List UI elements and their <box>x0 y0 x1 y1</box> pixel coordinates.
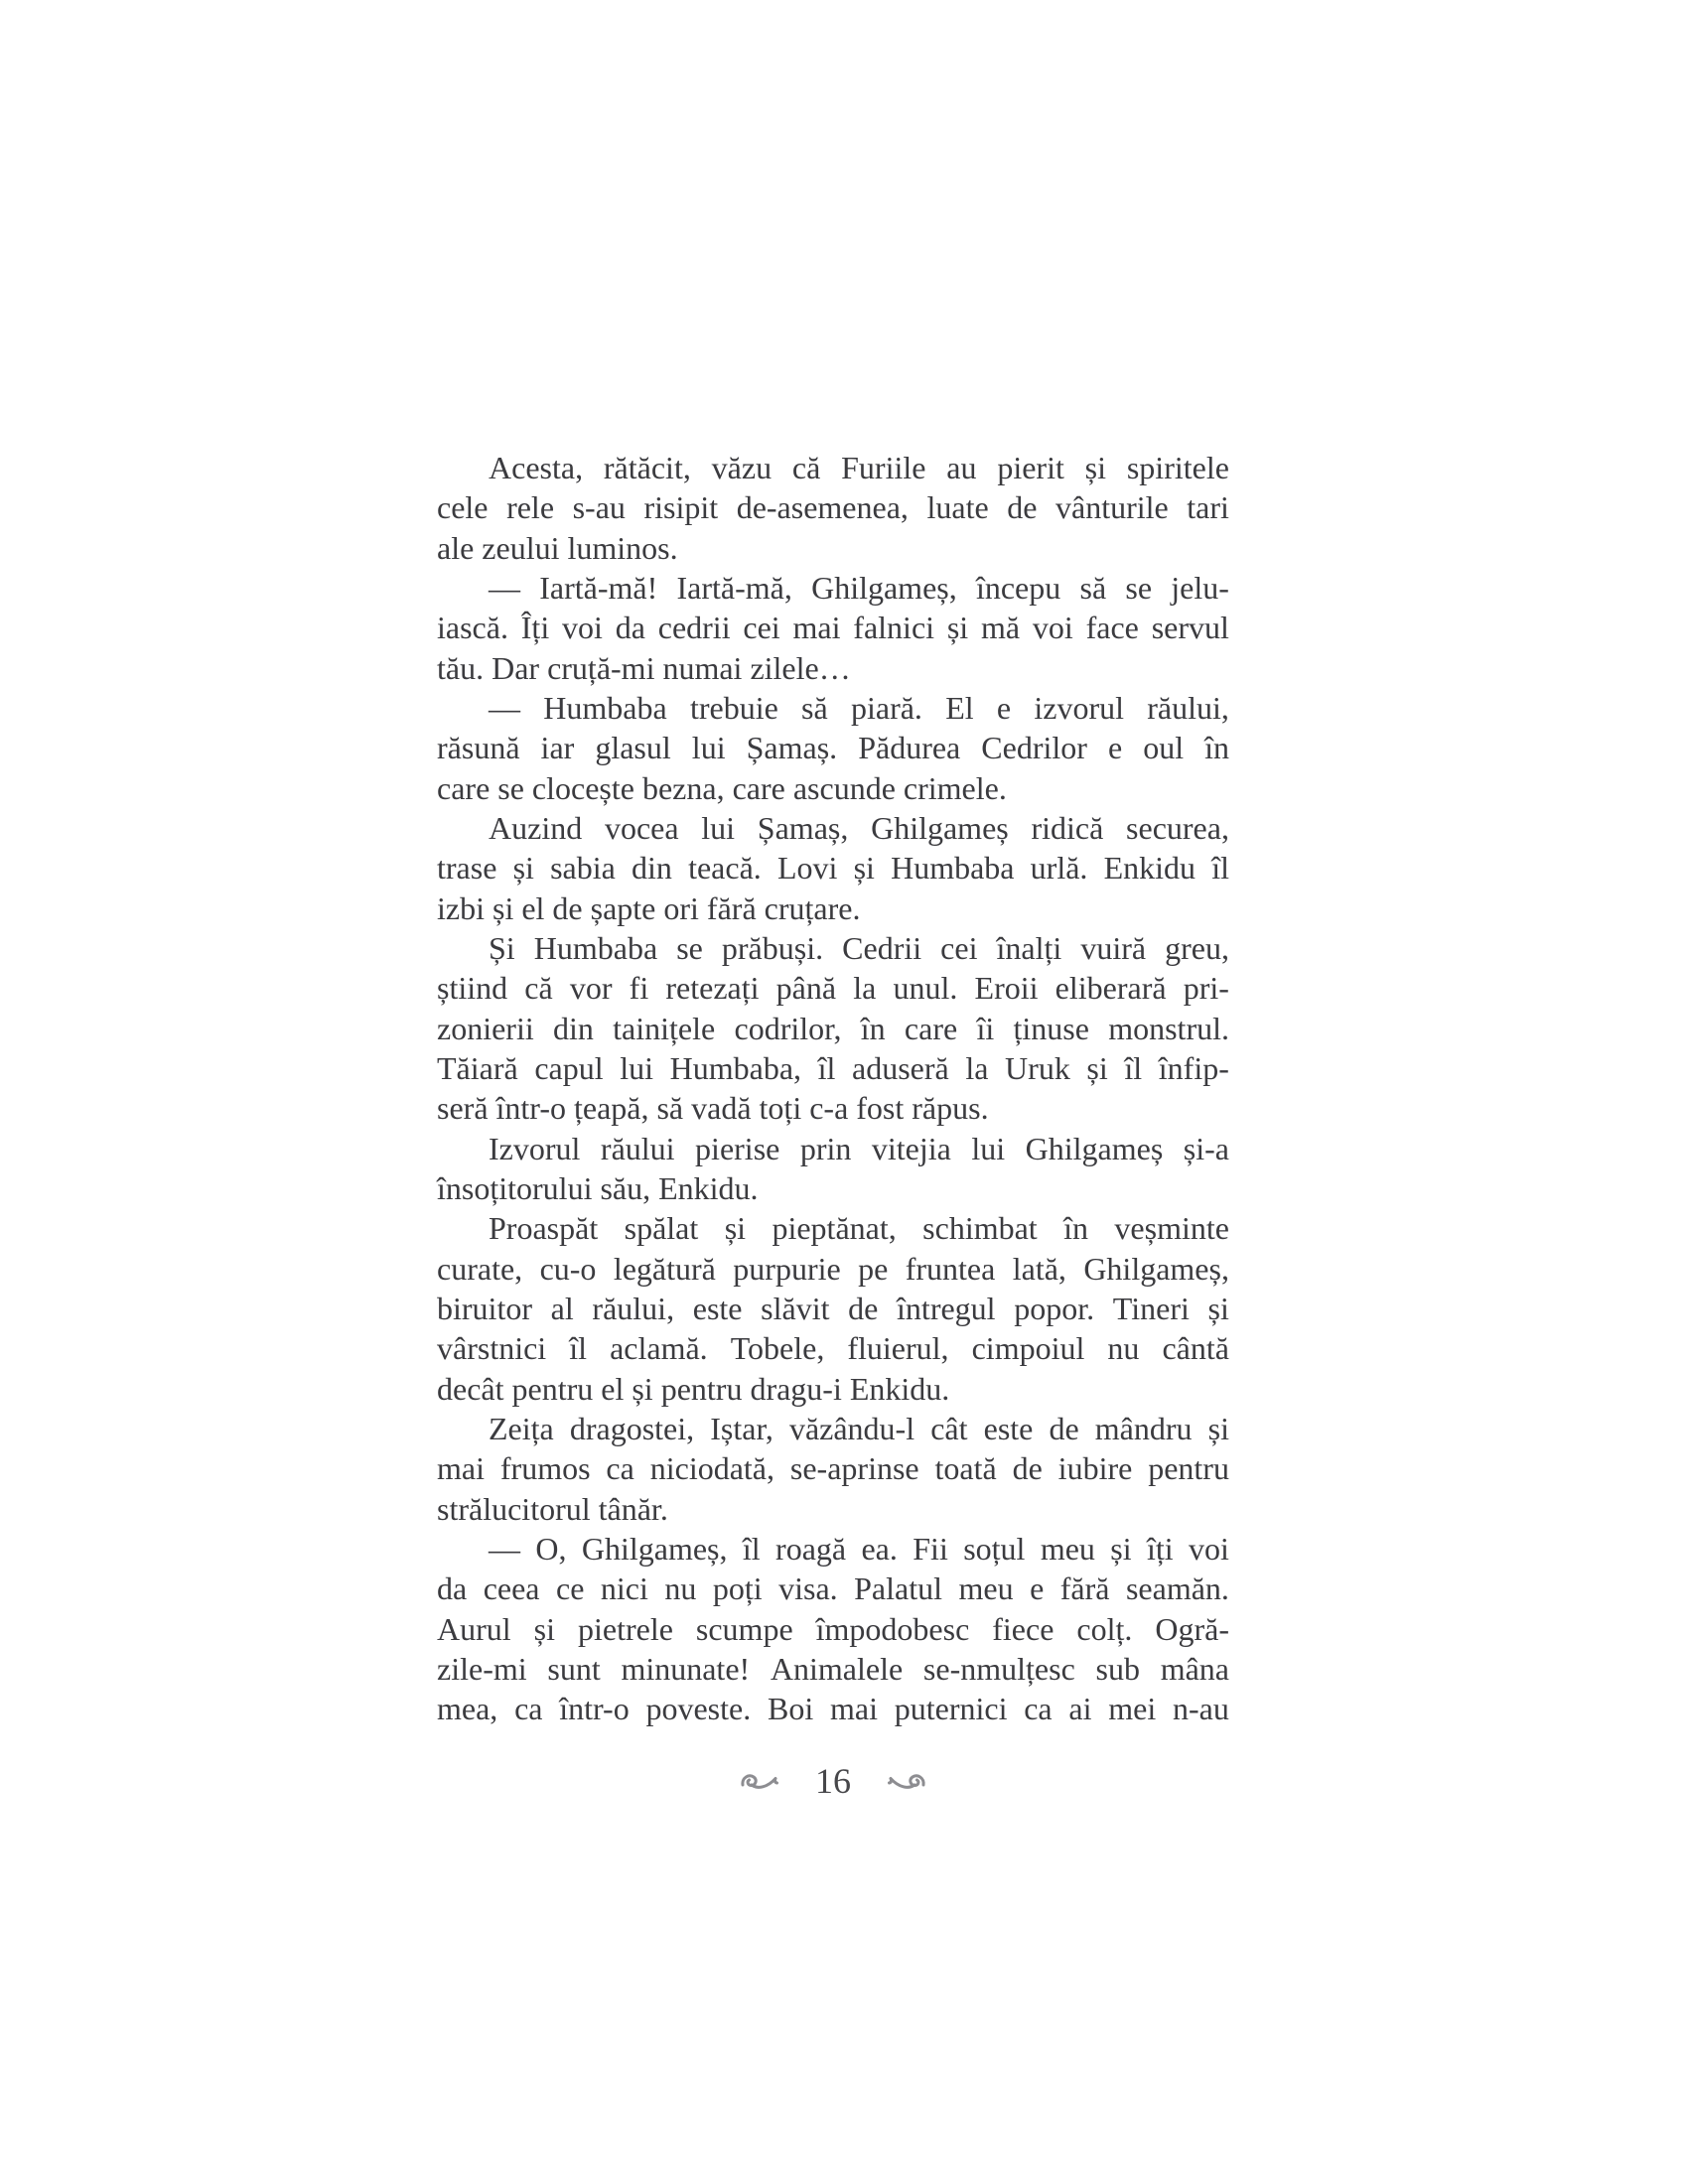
text-line: tău. Dar cruță-mi numai zilele… <box>437 649 851 686</box>
text-line: — O, Ghilgameș, îl roagă ea. Fii soțul meu și îți voi <box>489 1530 1229 1567</box>
text-line: știind că vor fi retezați până la unul. Eroii eliberară pri- <box>437 970 1229 1007</box>
text-line: Aurul și pietrele scumpe împodobesc fiece colț. Ogră- <box>437 1610 1229 1647</box>
text-line: Și Humbaba se prăbuși. Cedrii cei înalți vuiră greu, <box>489 929 1229 966</box>
text-line: trase și sabia din teacă. Lovi și Humbaba urlă. Enkidu îl <box>437 850 1229 887</box>
text-line: însoțitorului său, Enkidu. <box>437 1169 759 1206</box>
text-line: Auzind vocea lui Șamaș, Ghilgameș ridică securea, <box>489 809 1229 846</box>
text-line: decât pentru el și pentru dragu-i Enkidu. <box>437 1370 950 1407</box>
page-number: 16 <box>815 1761 851 1801</box>
text-line: care se clocește bezna, care ascunde crimele. <box>437 769 1007 806</box>
text-line: ale zeului luminos. <box>437 529 678 566</box>
floral-flourish-right-icon <box>887 1768 928 1794</box>
text-line: zile-mi sunt minunate! Animalele se-nmulțesc sub mâna <box>437 1650 1229 1687</box>
text-line: răsună iar glasul lui Șamaș. Pădurea Cedrilor e oul în <box>437 730 1229 766</box>
text-line: Izvorul răului pierise prin vitejia lui Ghilgameș și-a <box>489 1130 1229 1166</box>
text-line: curate, cu-o legătură purpurie pe fruntea lată, Ghilgameș, <box>437 1250 1229 1287</box>
text-line: — Iartă-mă! Iartă-mă, Ghilgameș, începu să se jelu- <box>489 569 1229 606</box>
text-line: vârstnici îl aclamă. Tobele, fluierul, cimpoiul nu cântă <box>437 1330 1229 1367</box>
text-line: iască. Îți voi da cedrii cei mai falnici și mă voi face servul <box>437 610 1229 646</box>
text-line: cele rele s-au risipit de-asemenea, luate de vânturile tari <box>437 489 1229 526</box>
text-line: Proaspăt spălat și pieptănat, schimbat în veșminte <box>489 1210 1229 1247</box>
text-line: Zeița dragostei, Iștar, văzându-l cât este de mândru și <box>489 1410 1229 1446</box>
floral-flourish-left-icon <box>738 1768 779 1794</box>
text-line: da ceea ce nici nu poți visa. Palatul meu e fără seamăn. <box>437 1570 1229 1607</box>
text-line: zonierii din tainițele codrilor, în care îi ținuse monstrul. <box>437 1010 1229 1046</box>
text-line: mai frumos ca niciodată, se-aprinse toată de iubire pentru <box>437 1450 1229 1487</box>
text-line: Acesta, rătăcit, văzu că Furiile au pierit și spiritele <box>489 450 1229 485</box>
page-footer <box>437 1757 1229 1805</box>
text-line: Tăiară capul lui Humbaba, îl aduseră la Uruk și îl înfip- <box>437 1049 1229 1086</box>
text-line: seră într-o țeapă, să vadă toți c-a fost răpus. <box>437 1090 989 1127</box>
text-line: strălucitorul tânăr. <box>437 1490 668 1527</box>
text-line: biruitor al răului, este slăvit de întregul popor. Tineri și <box>437 1290 1229 1326</box>
text-block <box>437 448 1229 1729</box>
text-line: mea, ca într-o poveste. Boi mai puternici ca ai mei n-au <box>437 1691 1229 1727</box>
text-line: izbi și el de șapte ori fără cruțare. <box>437 889 861 926</box>
text-line: — Humbaba trebuie să piară. El e izvorul răului, <box>489 689 1229 726</box>
